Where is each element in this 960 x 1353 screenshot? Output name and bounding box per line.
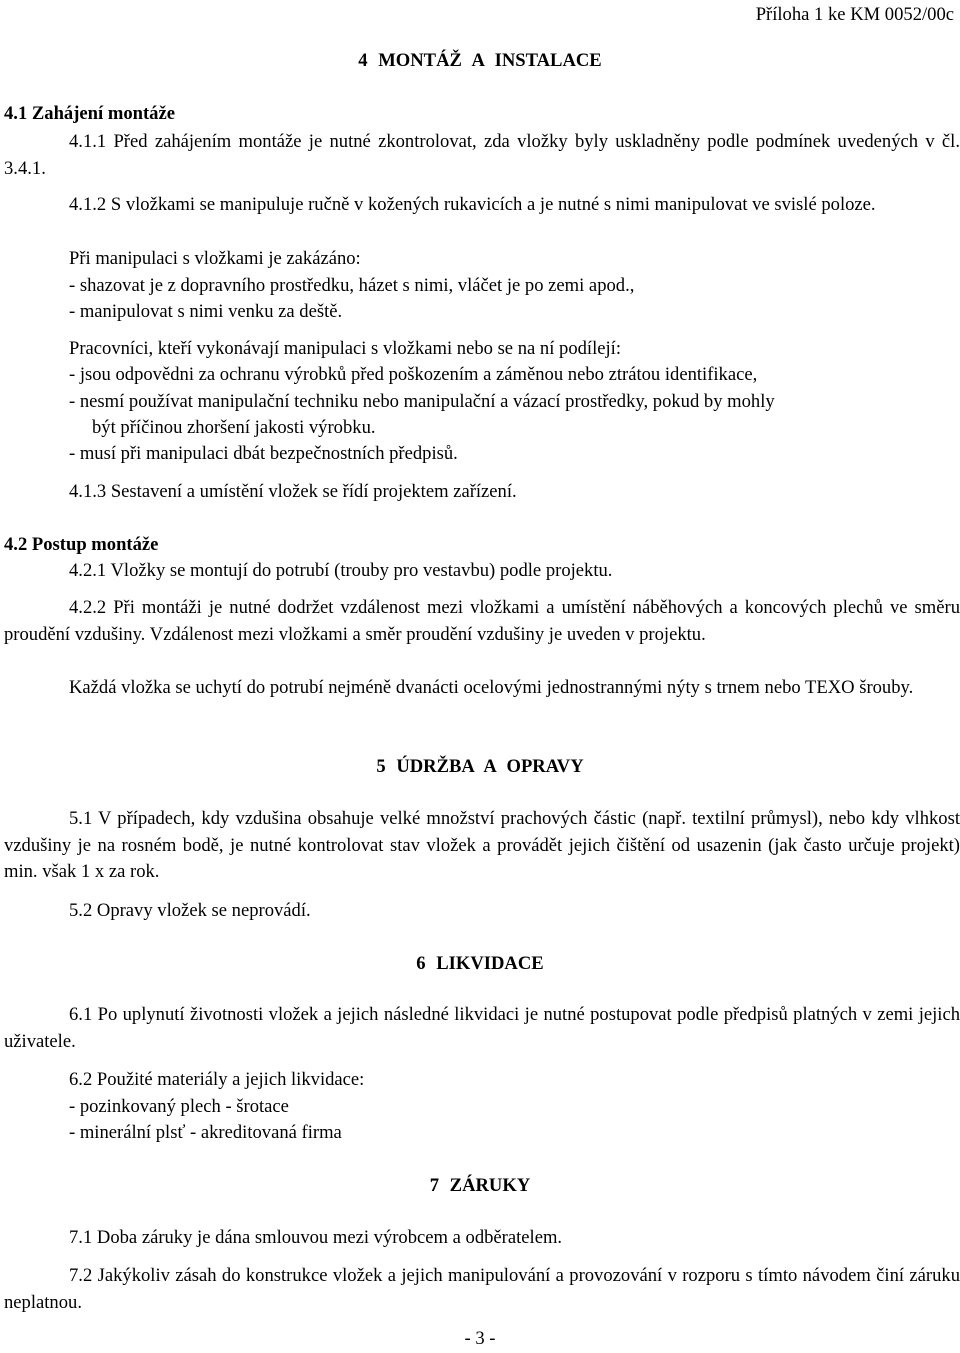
- forbidden-item-1: - shazovat je z dopravního prostředku, házet s nimi, vláčet je po zemi apod.,: [69, 275, 635, 296]
- section-5-title: 5 ÚDRŽBA A OPRAVY: [376, 756, 584, 777]
- attachment-label: Příloha 1 ke KM 0052/00c: [755, 4, 954, 25]
- material-item-1: - pozinkovaný plech - šrotace: [69, 1096, 289, 1117]
- workers-item-1: - jsou odpovědni za ochranu výrobků před poškozením a záměnou nebo ztrátou identifikace,: [69, 364, 758, 385]
- paragraph-7-2: 7.2 Jakýkoliv zásah do konstrukce vložek a jejich manipulování a provozování v rozporu s tímto návodem činí záruku neplatnou.: [4, 1265, 960, 1313]
- workers-item-2-continued: být příčinou zhoršení jakosti výrobku.: [92, 417, 376, 438]
- workers-item-3: - musí při manipulaci dbát bezpečnostních předpisů.: [69, 443, 458, 464]
- section-4-1-heading: 4.1 Zahájení montáže: [4, 103, 175, 124]
- paragraph-5-1: 5.1 V případech, kdy vzdušina obsahuje velké množství prachových částic (např. textilní průmysl), nebo kdy vlhkost vzdušiny je na rosném bodě, je nutné kontrolovat stav vložek a provádět jejich čištění od usazenin (jak často určuje projekt) min. však 1 x za rok.: [4, 808, 960, 882]
- paragraph-4-2-1: 4.2.1 Vložky se montují do potrubí (trouby pro vestavbu) podle projektu.: [69, 560, 613, 581]
- page-number: - 3 -: [464, 1328, 496, 1349]
- paragraph-4-2-3: Každá vložka se uchytí do potrubí nejméně dvanácti ocelovými jednostrannými nýty s trnem nebo TEXO šrouby.: [69, 677, 914, 698]
- section-7-title: 7 ZÁRUKY: [429, 1175, 531, 1196]
- paragraph-6-1: 6.1 Po uplynutí životnosti vložek a jejich následné likvidaci je nutné postupovat podle předpisů platných v zemi jejich uživatele.: [4, 1004, 960, 1052]
- section-6-title: 6 LIKVIDACE: [416, 953, 544, 974]
- forbidden-item-2: - manipulovat s nimi venku za deště.: [69, 301, 343, 322]
- forbidden-intro: Při manipulaci s vložkami je zakázáno:: [69, 248, 361, 269]
- paragraph-4-1-1: 4.1.1 Před zahájením montáže je nutné zkontrolovat, zda vložky byly uskladněny podle podmínek uvedených v čl. 3.4.1.: [4, 131, 960, 179]
- paragraph-4-2-2: 4.2.2 Při montáži je nutné dodržet vzdálenost mezi vložkami a umístění náběhových a koncových plechů ve směru proudění vzdušiny. Vzdálenost mezi vložkami a směr proudění vzdušiny je uveden v projektu.: [4, 597, 960, 645]
- paragraph-4-1-2: 4.1.2 S vložkami se manipuluje ručně v kožených rukavicích a je nutné s nimi manipulovat ve svislé poloze.: [69, 194, 876, 215]
- paragraph-6-2: 6.2 Použité materiály a jejich likvidace:: [69, 1069, 365, 1090]
- workers-item-2: - nesmí používat manipulační techniku nebo manipulační a vázací prostředky, pokud by mohly: [69, 391, 775, 412]
- paragraph-4-1-3: 4.1.3 Sestavení a umístění vložek se řídí projektem zařízení.: [69, 481, 517, 502]
- paragraph-5-2: 5.2 Opravy vložek se neprovádí.: [69, 900, 311, 921]
- material-item-2: - minerální plsť - akreditovaná firma: [69, 1122, 342, 1143]
- workers-intro: Pracovníci, kteří vykonávají manipulaci s vložkami nebo se na ní podílejí:: [69, 338, 621, 359]
- section-4-title: 4 MONTÁŽ A INSTALACE: [358, 50, 602, 71]
- section-4-2-heading: 4.2 Postup montáže: [4, 534, 159, 555]
- paragraph-7-1: 7.1 Doba záruky je dána smlouvou mezi výrobcem a odběratelem.: [69, 1227, 563, 1248]
